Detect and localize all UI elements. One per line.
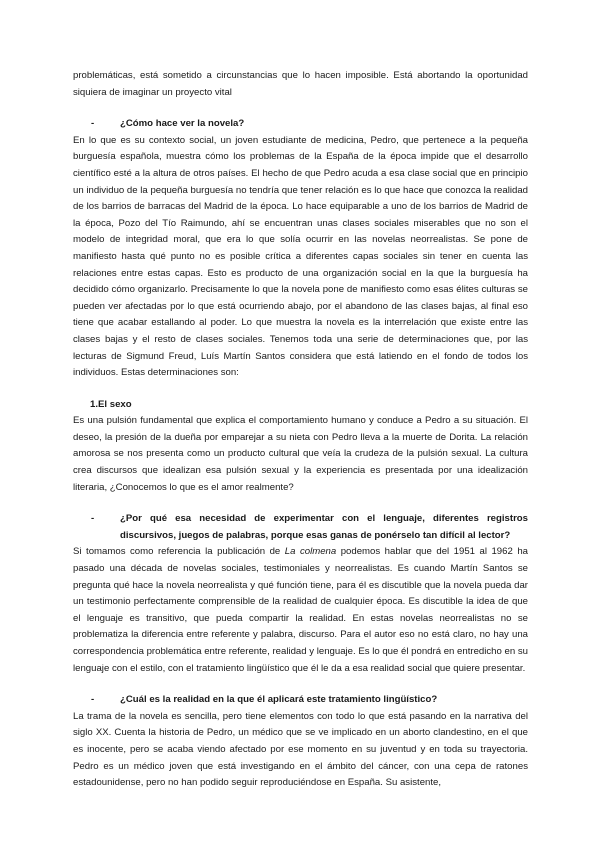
intro-paragraph: problemáticas, está sometido a circunstancias que lo hacen imposible. Está abortando la oportunidad siquiera de imaginar un proyecto vital bbox=[73, 70, 528, 98]
dash-marker: - bbox=[91, 513, 95, 525]
book-title-la-colmena: La colmena bbox=[284, 546, 337, 558]
paragraph-lenguaje bbox=[73, 544, 528, 677]
paragraph-lenguaje-part2: podemos hablar que del 1951 al 1962 ha pasado una década de novelas sociales, testimoniales y neorrealistas. Es cuando Martín Santos se pregunta qué hace la novela neorrealista y qué función tiene, para él es discutible que la novela pueda dar un testimonio perfectamente comprensible de la realidad de cualquier época. Es discutible la idea de que el lenguaje es transitivo, que pueda compartir la realidad. En estas novelas neorrealistas no se problematiza la diferencia entre referente y palabra, discurso. Para el autor eso no está claro, no hay una correspondencia problemática entre referente, realidad y lenguaje. Es lo que él pondrá en entredicho en su lenguaje con el estilo, con el tratamiento lingüístico que él le da a esa realidad social que quiere presentar. bbox=[73, 546, 528, 674]
number-marker: 1. bbox=[90, 398, 99, 410]
heading-text: ¿Por qué esa necesidad de experimentar con el lenguaje, diferentes registros discursivos, juegos de palabras, porque esas ganas de ponérselo tan difícil al lector? bbox=[120, 513, 528, 541]
heading-text: El sexo bbox=[98, 398, 132, 410]
heading-text: ¿Cuál es la realidad en la que él aplicará este tratamiento lingüístico? bbox=[120, 694, 438, 706]
paragraph-el-sexo: Es una pulsión fundamental que explica el comportamiento humano y conduce a Pedro a su situación. El deseo, la presión de la dueña por emparejar a su nieta con Pedro lleva a la muerte de Dorita. La relación amorosa se nos presenta como un producto cultural que veía la crudeza de la pulsión sexual. La cultura crea discursos que idealizan esa pulsión sexual y la experiencia es presentada por una idealización literaria, ¿Conocemos lo que es el amor realmente? bbox=[73, 415, 528, 493]
paragraph-trama: La trama de la novela es sencilla, pero tiene elementos con todo lo que está pasando en la narrativa del siglo XX. Cuenta la historia de Pedro, un médico que se ve implicado en un aborto clandestino, en el que es inocente, pero se acaba viendo afectado por ese momento en su juventud y en toda su trayectoria. Pedro es un médico joven que está investigando en el ámbito del cáncer, con una cepa de ratones estadounidense, pero no han podido seguir reproduciéndose en España. Su asistente, bbox=[73, 710, 528, 789]
dash-marker: - bbox=[91, 694, 95, 706]
section-heading-realidad bbox=[73, 692, 528, 709]
section-heading-el-sexo bbox=[73, 397, 528, 414]
section-heading-como-hace-ver bbox=[73, 116, 528, 133]
section-heading-lenguaje bbox=[73, 511, 528, 544]
paragraph-lenguaje-part1: Si tomamos como referencia la publicación de bbox=[73, 546, 285, 558]
heading-text: ¿Cómo hace ver la novela? bbox=[120, 118, 245, 130]
dash-marker: - bbox=[91, 118, 95, 130]
document-body bbox=[73, 68, 528, 792]
paragraph-contexto-social: En lo que es su contexto social, un joven estudiante de medicina, Pedro, que pertenece a la pequeña burguesía española, muestra cómo los problemas de la España de la época impide que el desarrollo científico esté a la altura de otros países. El hecho de que Pedro acuda a esa clase social que en principio un individuo de la pequeña burguesía no tendría que tener relación es lo que hace que conozca la realidad de los barrios de barracas del Madrid de la época. Lo hace equiparable a uno de los barrios de Madrid de la época, Pozo del Tío Raimundo, ahí se encuentran unas clases sociales miserables que no son el modelo de integridad moral, que era lo que solía ocurrir en las novelas neorrealistas. Se pone de manifiesto hasta qué punto no es posible crítica a diferentes capas sociales sin tener en cuenta las relaciones entre estas capas. Esto es producto de una organización social en la que la burguesía ha decidido cómo organizarlo. Precisamente lo que la novela pone de manifiesto como esas élites culturas se pueden ver afectadas por lo que está ocurriendo abajo, por el abandono de las clases bajas, al final eso tiene que acabar estallando al poder. Lo que muestra la novela es la interrelación que existe entre las clases bajas y el resto de clases sociales. Tenemos toda una serie de determinaciones que, por las lecturas de Sigmund Freud, Luís Martín Santos considera que está latiendo en el fondo de todos los individuos. Estas determinaciones son: bbox=[73, 134, 528, 379]
